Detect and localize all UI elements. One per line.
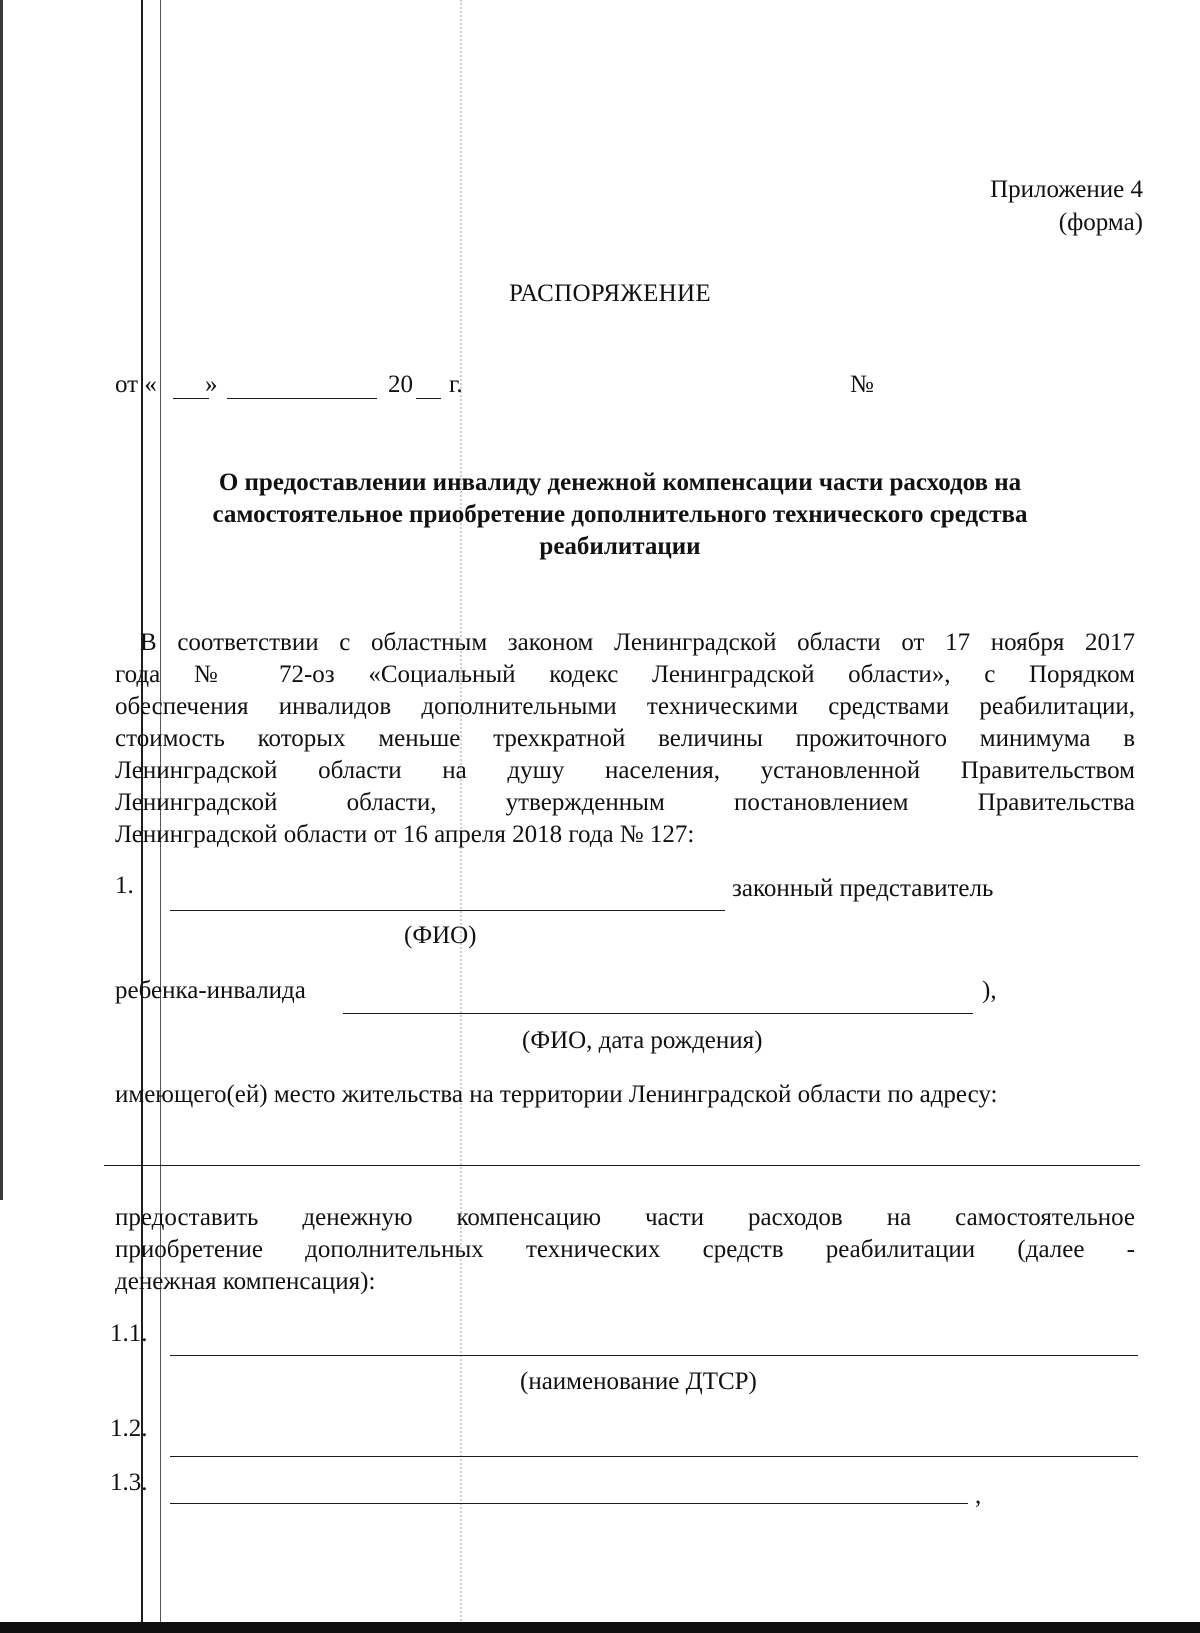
year-suffix: г.: [449, 371, 463, 398]
fio-caption: (ФИО): [404, 922, 477, 949]
grant-line-1: предоставить денежную компенсацию части расходов на самостоятельное: [115, 1204, 1135, 1231]
preamble-line-6: Ленинградской области, утвержденным постановлением Правительства: [115, 789, 1135, 816]
preamble-line-3: обеспечения инвалидов дополнительными техническими средствами реабилитации,: [115, 693, 1135, 720]
subitem-3-comma: ,: [975, 1482, 982, 1509]
subitem-3-line: [170, 1503, 968, 1504]
appendix-label: Приложение 4: [990, 176, 1143, 203]
grant-line-2: приобретение дополнительных технических средств реабилитации (далее -: [115, 1236, 1135, 1263]
representative-label: законный представитель: [732, 875, 994, 902]
scan-left-edge: [0, 0, 3, 1200]
child-fio-line: [343, 1013, 973, 1014]
child-caption: (ФИО, дата рождения): [522, 1027, 763, 1054]
preamble-line-4: стоимость которых меньше трехкратной величины прожиточного минимума в: [115, 725, 1135, 752]
grant-line-3: денежная компенсация):: [115, 1268, 376, 1295]
child-close: ),: [982, 977, 997, 1004]
subitem-3-number: 1.3.: [110, 1469, 148, 1496]
date-quote-close: »: [205, 371, 218, 398]
preamble-line-2: года № 72-оз «Социальный кодекс Ленинградской области», с Порядком: [115, 661, 1135, 688]
year-prefix: 20: [388, 371, 413, 398]
dtsr-caption: (наименование ДТСР): [520, 1368, 757, 1395]
item-1-number: 1.: [115, 872, 134, 899]
number-sign: №: [850, 371, 874, 398]
subject-line-3: реабилитации: [539, 533, 701, 560]
preamble-line-5: Ленинградской области на душу населения, установленной Правительством: [115, 757, 1135, 784]
child-label: ребенка-инвалида: [115, 977, 306, 1004]
year-blank-line: [416, 398, 441, 399]
preamble-line-7: Ленинградской области от 16 апреля 2018 года № 127:: [115, 821, 695, 848]
subitem-2-line: [170, 1456, 1138, 1457]
scan-bottom-edge: [0, 1622, 1200, 1633]
date-prefix: от «: [115, 371, 157, 398]
residence-text: имеющего(ей) место жительства на территории Ленинградской области по адресу:: [115, 1081, 998, 1108]
subitem-1-line: [170, 1355, 1138, 1356]
form-label: (форма): [1058, 209, 1143, 236]
month-blank-line: [227, 398, 377, 399]
subject-line-1: О предоставлении инвалиду денежной компенсации части расходов на: [218, 469, 1022, 496]
address-line: [104, 1165, 1140, 1166]
representative-fio-line: [170, 910, 725, 911]
subitem-2-number: 1.2.: [110, 1415, 148, 1442]
subitem-1-number: 1.1.: [110, 1320, 148, 1347]
day-blank-line: [173, 398, 209, 399]
page-title: РАСПОРЯЖЕНИЕ: [509, 280, 711, 307]
subject-line-2: самостоятельное приобретение дополнительного технического средства: [212, 501, 1028, 528]
preamble-line-1: В соответствии с областным законом Ленинградской области от 17 ноября 2017: [140, 629, 1135, 656]
